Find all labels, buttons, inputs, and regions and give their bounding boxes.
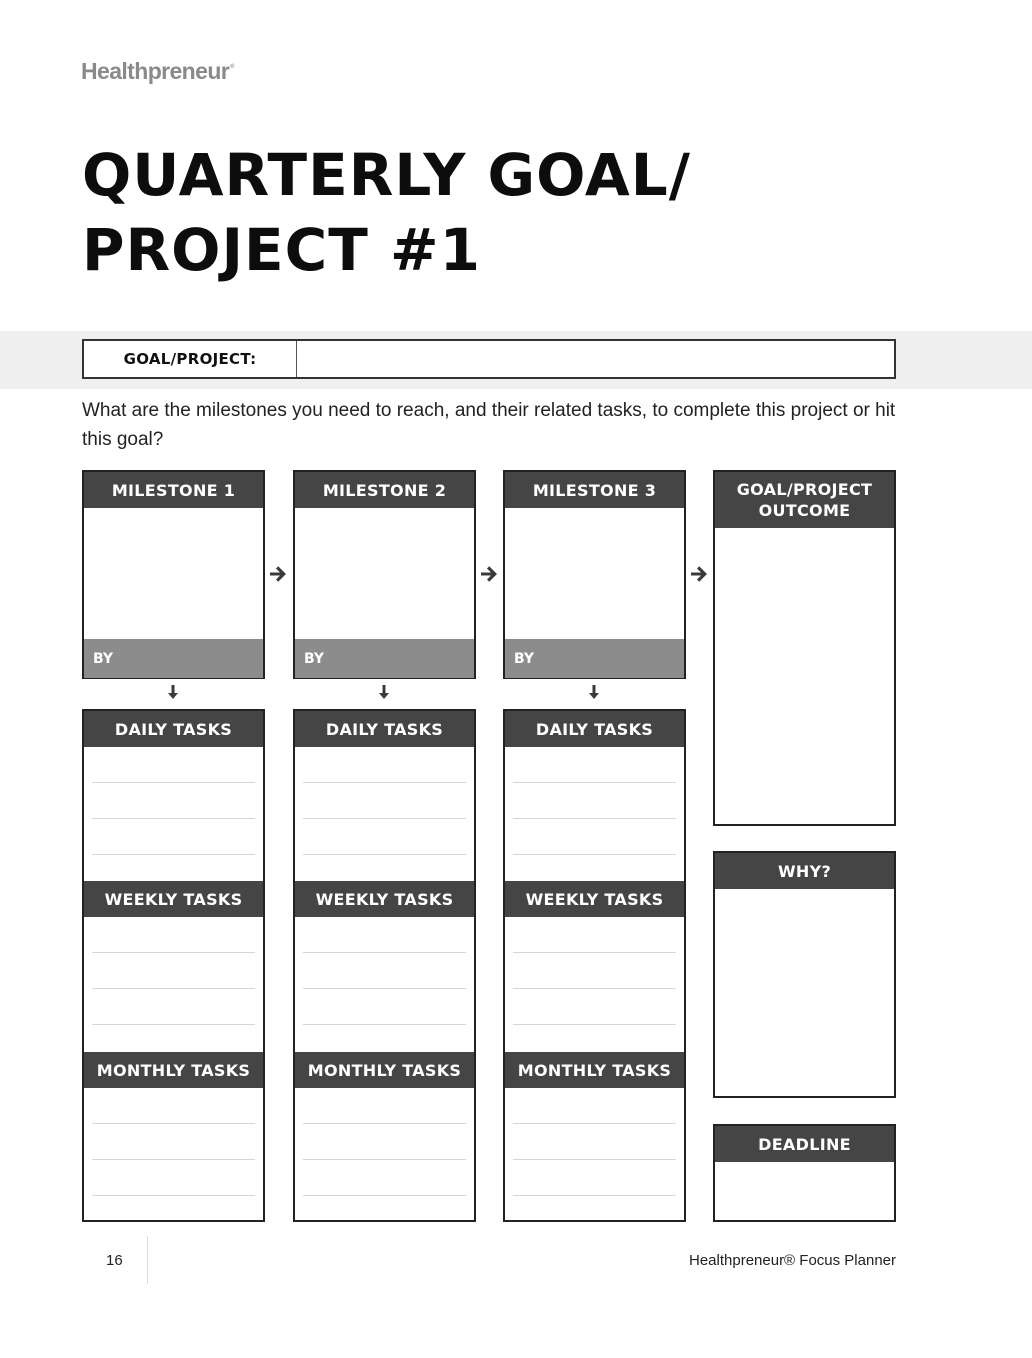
deadline-input[interactable] <box>715 1162 894 1220</box>
by-label: BY <box>514 650 535 667</box>
task-row <box>303 1160 466 1196</box>
outcome-header <box>715 472 894 528</box>
healthpreneur-logo <box>81 58 234 85</box>
task-row <box>303 783 466 819</box>
task-row <box>303 747 466 783</box>
outcome-header-line-2: OUTCOME <box>758 501 851 520</box>
task-row <box>303 1124 466 1160</box>
task-row <box>513 953 676 989</box>
deadline-card <box>713 1124 896 1222</box>
outcome-header-line-1: GOAL/PROJECT <box>736 480 873 499</box>
instructions-text: What are the milestones you need to reach, and their related tasks, to complete this project or hit this goal? <box>82 400 896 450</box>
page-title <box>82 138 691 288</box>
task-input[interactable] <box>104 1091 280 1121</box>
daily-tasks-header: DAILY TASKS <box>84 711 263 747</box>
task-input[interactable] <box>525 956 701 986</box>
why-header: WHY? <box>715 853 894 889</box>
task-row <box>513 1160 676 1196</box>
milestone-2-header: MILESTONE 2 <box>295 472 474 508</box>
task-input[interactable] <box>104 822 280 852</box>
weekly-tasks-section <box>84 881 263 1052</box>
daily-tasks-section <box>295 711 474 881</box>
why-input[interactable] <box>715 889 894 1096</box>
milestone-3-by-field[interactable] <box>505 639 684 678</box>
task-row <box>513 819 676 855</box>
task-row <box>303 819 466 855</box>
task-input[interactable] <box>104 992 280 1022</box>
arrow-right-icon <box>268 564 288 584</box>
task-row <box>513 1088 676 1124</box>
goal-project-field <box>82 339 896 379</box>
logo-registered-mark: ® <box>230 64 234 70</box>
monthly-tasks-section <box>295 1052 474 1220</box>
daily-tasks-header: DAILY TASKS <box>295 711 474 747</box>
by-label: BY <box>93 650 114 667</box>
task-row <box>92 1160 255 1196</box>
outcome-input[interactable] <box>715 528 894 824</box>
task-row <box>92 917 255 953</box>
task-row <box>513 783 676 819</box>
task-row <box>92 989 255 1025</box>
logo-text: Healthpreneur <box>81 58 230 84</box>
task-row <box>92 1124 255 1160</box>
by-label: BY <box>304 650 325 667</box>
daily-tasks-section <box>84 711 263 881</box>
task-row <box>513 747 676 783</box>
task-row <box>513 1124 676 1160</box>
task-row <box>303 917 466 953</box>
task-input[interactable] <box>104 786 280 816</box>
milestone-3-input[interactable] <box>505 508 684 639</box>
milestone-2-input[interactable] <box>295 508 474 639</box>
task-input[interactable] <box>525 750 701 780</box>
task-input[interactable] <box>315 1091 491 1121</box>
task-input[interactable] <box>315 920 491 950</box>
weekly-tasks-header: WEEKLY TASKS <box>505 881 684 917</box>
task-input[interactable] <box>525 822 701 852</box>
milestone-1-by-field[interactable] <box>84 639 263 678</box>
deadline-header: DEADLINE <box>715 1126 894 1162</box>
arrow-right-icon <box>689 564 709 584</box>
task-input[interactable] <box>525 786 701 816</box>
task-input[interactable] <box>315 992 491 1022</box>
task-row <box>92 783 255 819</box>
footer-brand: Healthpreneur® Focus Planner <box>689 1252 896 1269</box>
page-title-line-2: PROJECT #1 <box>82 216 481 284</box>
monthly-tasks-header: MONTHLY TASKS <box>84 1052 263 1088</box>
task-input[interactable] <box>525 992 701 1022</box>
weekly-tasks-header: WEEKLY TASKS <box>295 881 474 917</box>
monthly-tasks-header: MONTHLY TASKS <box>505 1052 684 1088</box>
footer-divider <box>147 1236 148 1284</box>
task-input[interactable] <box>315 956 491 986</box>
task-row <box>303 989 466 1025</box>
task-input[interactable] <box>315 1127 491 1157</box>
milestone-2-by-field[interactable] <box>295 639 474 678</box>
task-row <box>92 819 255 855</box>
daily-tasks-section <box>505 711 684 881</box>
task-input[interactable] <box>104 1163 280 1193</box>
weekly-tasks-section <box>505 881 684 1052</box>
milestone-1-tasks <box>82 709 265 1222</box>
task-row <box>513 917 676 953</box>
goal-project-outcome-card <box>713 470 896 826</box>
arrow-down-icon <box>376 684 392 700</box>
monthly-tasks-section <box>84 1052 263 1220</box>
task-input[interactable] <box>104 1127 280 1157</box>
monthly-tasks-section <box>505 1052 684 1220</box>
task-row <box>303 1088 466 1124</box>
task-input[interactable] <box>315 1163 491 1193</box>
weekly-tasks-section <box>295 881 474 1052</box>
milestone-1-header: MILESTONE 1 <box>84 472 263 508</box>
task-input[interactable] <box>315 786 491 816</box>
milestone-2-card <box>293 470 476 679</box>
task-row <box>303 953 466 989</box>
task-input[interactable] <box>525 1127 701 1157</box>
goal-project-input[interactable] <box>297 341 894 377</box>
monthly-tasks-header: MONTHLY TASKS <box>295 1052 474 1088</box>
milestone-1-input[interactable] <box>84 508 263 639</box>
daily-tasks-header: DAILY TASKS <box>505 711 684 747</box>
task-input[interactable] <box>104 920 280 950</box>
task-row <box>92 1088 255 1124</box>
task-input[interactable] <box>104 750 280 780</box>
task-input[interactable] <box>315 750 491 780</box>
arrow-down-icon <box>165 684 181 700</box>
page-number: 16 <box>106 1252 123 1269</box>
goal-project-label: GOAL/PROJECT: <box>84 341 297 377</box>
task-row <box>92 953 255 989</box>
milestone-1-card <box>82 470 265 679</box>
arrow-down-icon <box>586 684 602 700</box>
milestone-2-tasks <box>293 709 476 1222</box>
task-row <box>92 747 255 783</box>
task-input[interactable] <box>525 920 701 950</box>
why-card <box>713 851 896 1098</box>
task-input[interactable] <box>104 956 280 986</box>
milestone-3-card <box>503 470 686 679</box>
task-row <box>513 989 676 1025</box>
page-title-line-1: QUARTERLY GOAL/ <box>82 141 691 209</box>
arrow-right-icon <box>479 564 499 584</box>
milestone-3-tasks <box>503 709 686 1222</box>
weekly-tasks-header: WEEKLY TASKS <box>84 881 263 917</box>
milestone-3-header: MILESTONE 3 <box>505 472 684 508</box>
task-input[interactable] <box>525 1163 701 1193</box>
task-input[interactable] <box>525 1091 701 1121</box>
task-input[interactable] <box>315 822 491 852</box>
